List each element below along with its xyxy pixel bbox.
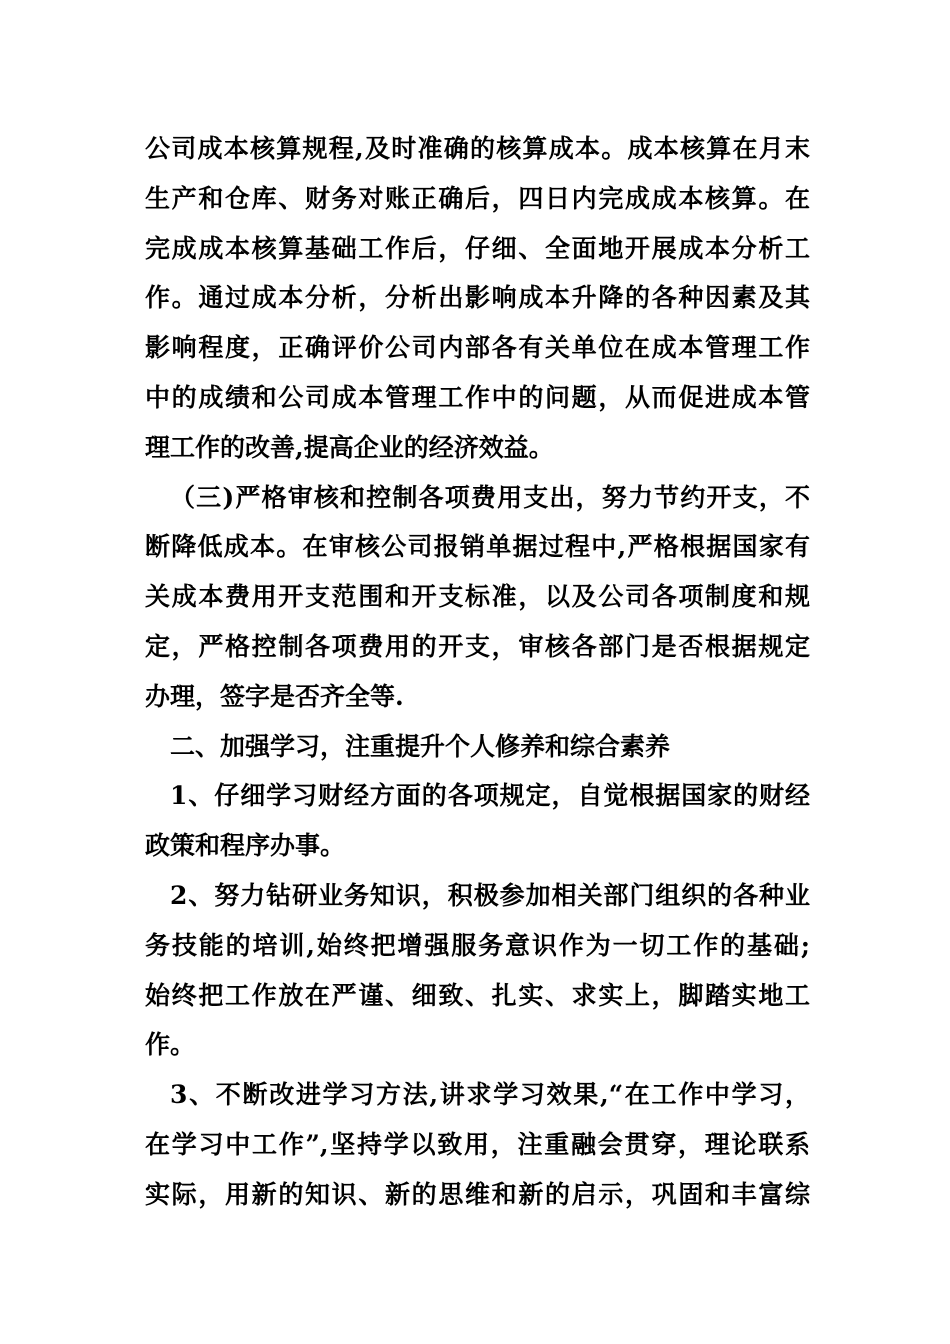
paragraph-line: （三)严格审核和控制各项费用支出，努力节约开支，不 [170, 482, 810, 512]
paragraph-line: 断降低成本。在审核公司报销单据过程中,严格根据国家有 [145, 532, 810, 562]
document-body [145, 124, 810, 1220]
paragraph-line: 政策和程序办事。 [145, 831, 346, 861]
paragraph-line: 始终把工作放在严谨、细致、扎实、求实上，脚踏实地工 [145, 980, 810, 1010]
paragraph-line: 1、仔细学习财经方面的各项规定，自觉根据国家的财经 [170, 781, 810, 811]
paragraph-line: 关成本费用开支范围和开支标准，以及公司各项制度和规 [145, 582, 810, 612]
section-heading: 二、加强学习，注重提升个人修养和综合素养 [170, 731, 671, 761]
paragraph-line: 办理，签字是否齐全等. [145, 681, 404, 711]
paragraph-line: 务技能的培训,始终把增强服务意识作为一切工作的基础; [145, 930, 810, 960]
paragraph-line: 作。通过成本分析，分析出影响成本升降的各种因素及其 [145, 283, 810, 313]
paragraph-line: 影响程度，正确评价公司内部各有关单位在成本管理工作 [145, 333, 810, 363]
paragraph-line: 实际，用新的知识、新的思维和新的启示，巩固和丰富综 [145, 1179, 810, 1209]
paragraph-line: 生产和仓库、财务对账正确后，四日内完成成本核算。在 [145, 183, 810, 213]
paragraph-line: 在学习中工作”,坚持学以致用，注重融会贯穿，理论联系 [145, 1129, 810, 1159]
paragraph-line: 完成成本核算基础工作后，仔细、全面地开展成本分析工 [145, 233, 810, 263]
paragraph-line: 3、不断改进学习方法,讲求学习效果,“在工作中学习， [170, 1080, 810, 1110]
paragraph-line: 公司成本核算规程,及时准确的核算成本。成本核算在月末 [145, 134, 810, 163]
paragraph-line: 理工作的改善,提高企业的经济效益。 [145, 432, 554, 462]
paragraph-line: 中的成绩和公司成本管理工作中的问题，从而促进成本管 [145, 382, 810, 412]
paragraph-line: 2、努力钻研业务知识，积极参加相关部门组织的各种业 [170, 880, 810, 910]
paragraph-line: 定，严格控制各项费用的开支，审核各部门是否根据规定 [145, 631, 810, 661]
paragraph-line: 作。 [145, 1030, 196, 1060]
